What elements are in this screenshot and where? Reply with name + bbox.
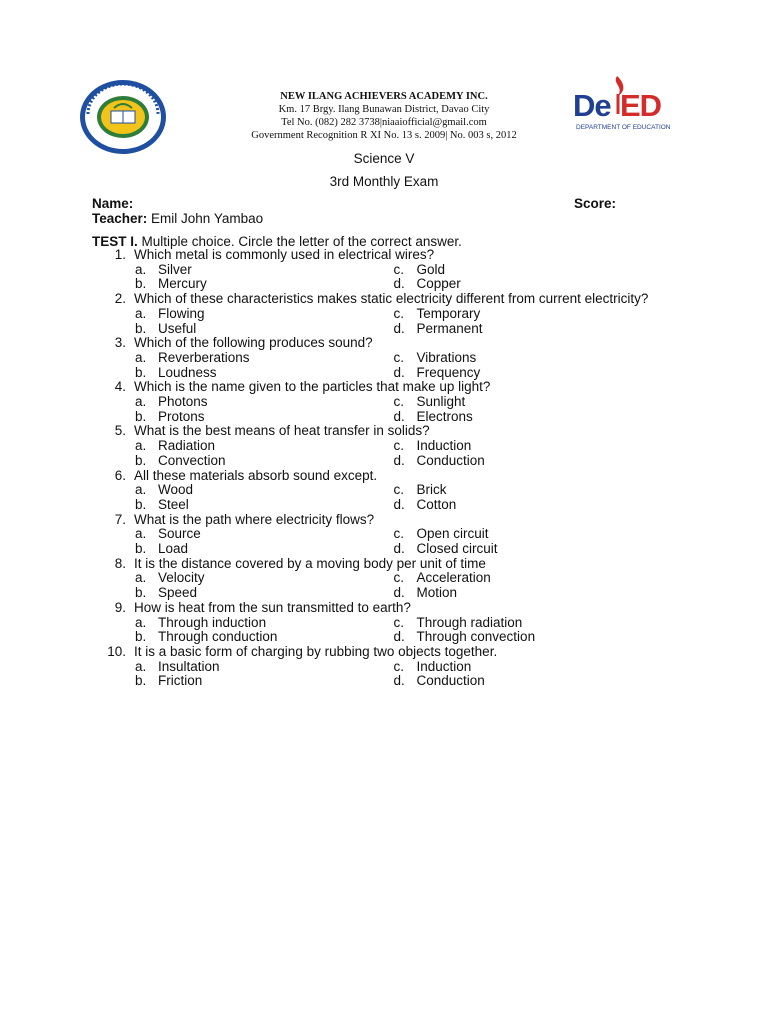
- question-text: Which metal is commonly used in electrical wires?: [134, 247, 435, 262]
- answer-option[interactable]: [135, 366, 394, 381]
- answer-option[interactable]: [135, 586, 394, 601]
- school-name: NEW ILANG ACHIEVERS ACADEMY INC.: [280, 91, 488, 102]
- answer-option[interactable]: [394, 277, 653, 292]
- option-row: [92, 277, 652, 292]
- option-text: Reverberations: [158, 349, 250, 365]
- answer-option[interactable]: [394, 454, 653, 469]
- question-stem: [92, 424, 652, 439]
- answer-option[interactable]: [394, 660, 653, 675]
- option-text: Friction: [158, 673, 203, 689]
- option-letter: b.: [135, 276, 147, 292]
- question-number: 8.: [114, 555, 126, 571]
- option-text: Mercury: [158, 276, 207, 292]
- answer-option[interactable]: [135, 277, 394, 292]
- answer-option[interactable]: [135, 483, 394, 498]
- question-stem: [92, 601, 652, 616]
- answer-option[interactable]: [394, 483, 653, 498]
- option-letter: d.: [393, 629, 405, 645]
- question-text: Which of the following produces sound?: [134, 335, 373, 351]
- question-stem: [92, 557, 652, 572]
- option-text: Protons: [158, 408, 205, 424]
- school-recognition: Government Recognition R XI No. 13 s. 2009| No. 003 s, 2012: [251, 130, 517, 141]
- question-text: It is the distance covered by a moving body per unit of time: [134, 555, 486, 571]
- answer-option[interactable]: [394, 527, 653, 542]
- name-label: Name:: [92, 196, 134, 211]
- option-text: Loudness: [158, 364, 217, 380]
- option-row: [92, 410, 652, 425]
- question-number: 9.: [114, 599, 126, 615]
- option-letter: d.: [393, 585, 405, 601]
- answer-option[interactable]: [394, 674, 653, 689]
- svg-text:ED: ED: [620, 88, 662, 123]
- question-stem: [92, 292, 652, 307]
- question-text: What is the path where electricity flows?: [134, 511, 375, 527]
- answer-option[interactable]: [135, 454, 394, 469]
- option-text: Sunlight: [416, 394, 466, 410]
- question-item: [92, 424, 652, 468]
- answer-option[interactable]: [394, 307, 653, 322]
- teacher-label: Teacher:: [92, 211, 148, 226]
- option-text: Velocity: [158, 570, 205, 586]
- option-text: Brick: [416, 482, 447, 498]
- option-letter: b.: [135, 320, 147, 336]
- option-letter: c.: [393, 349, 405, 365]
- option-letter: a.: [135, 614, 147, 630]
- answer-option[interactable]: [135, 395, 394, 410]
- question-stem: [92, 469, 652, 484]
- option-text: Wood: [158, 482, 194, 498]
- answer-option[interactable]: [135, 410, 394, 425]
- question-number: 3.: [114, 335, 126, 351]
- option-text: Gold: [416, 261, 446, 277]
- question-text: Which of these characteristics makes static electricity different from current electricity?: [134, 291, 649, 307]
- question-number: 2.: [114, 291, 126, 307]
- option-text: Radiation: [158, 438, 216, 454]
- question-list: [92, 248, 652, 689]
- option-row: [92, 366, 652, 381]
- option-text: Permanent: [416, 320, 483, 336]
- answer-option[interactable]: [394, 630, 653, 645]
- option-letter: c.: [393, 570, 405, 586]
- option-letter: d.: [393, 452, 405, 468]
- option-letter: b.: [135, 585, 147, 601]
- teacher-name: Emil John Yambao: [151, 211, 264, 226]
- answer-option[interactable]: [135, 439, 394, 454]
- option-text: Useful: [158, 320, 197, 336]
- question-item: [92, 380, 652, 424]
- option-text: Induction: [416, 438, 472, 454]
- option-text: Through conduction: [158, 629, 278, 645]
- name-field: [92, 196, 133, 211]
- option-text: Temporary: [416, 305, 481, 321]
- option-letter: b.: [135, 364, 147, 380]
- answer-option[interactable]: [394, 439, 653, 454]
- option-letter: a.: [135, 438, 147, 454]
- score-label: Score:: [574, 196, 617, 211]
- option-text: Induction: [416, 658, 472, 674]
- option-letter: d.: [393, 541, 405, 557]
- option-row: [92, 498, 652, 513]
- option-letter: b.: [135, 496, 147, 512]
- school-contact: Tel No. (082) 282 3738|niaaiofficial@gmail.com: [281, 117, 487, 128]
- school-address: Km. 17 Brgy. Ilang Bunawan District, Davao City: [278, 104, 490, 115]
- option-row: [92, 660, 652, 675]
- option-letter: a.: [135, 261, 147, 277]
- question-stem: [92, 380, 652, 395]
- option-text: Electrons: [416, 408, 473, 424]
- teacher-field: [92, 211, 263, 226]
- answer-option[interactable]: [135, 630, 394, 645]
- question-text: What is the best means of heat transfer in solids?: [134, 423, 430, 439]
- answer-option[interactable]: [394, 410, 653, 425]
- option-text: Steel: [158, 496, 189, 512]
- option-text: Load: [158, 541, 189, 557]
- question-item: [92, 336, 652, 380]
- option-letter: a.: [135, 658, 147, 674]
- option-text: Speed: [158, 585, 198, 601]
- answer-option[interactable]: [394, 616, 653, 631]
- answer-option[interactable]: [135, 527, 394, 542]
- answer-option[interactable]: [394, 263, 653, 278]
- option-letter: d.: [393, 364, 405, 380]
- option-letter: d.: [393, 408, 405, 424]
- question-number: 7.: [114, 511, 126, 527]
- option-text: Through radiation: [416, 614, 523, 630]
- option-letter: c.: [393, 438, 405, 454]
- question-item: [92, 557, 652, 601]
- option-row: [92, 263, 652, 278]
- option-row: [92, 630, 652, 645]
- answer-option[interactable]: [394, 351, 653, 366]
- question-item: [92, 469, 652, 513]
- answer-option[interactable]: [135, 498, 394, 513]
- option-row: [92, 616, 652, 631]
- answer-option[interactable]: [394, 571, 653, 586]
- option-text: Insultation: [158, 658, 220, 674]
- answer-option[interactable]: [394, 395, 653, 410]
- option-row: [92, 322, 652, 337]
- option-row: [92, 454, 652, 469]
- option-row: [92, 395, 652, 410]
- answer-option[interactable]: [135, 542, 394, 557]
- option-row: [92, 571, 652, 586]
- question-number: 4.: [114, 379, 126, 395]
- option-text: Cotton: [416, 496, 457, 512]
- option-letter: b.: [135, 629, 147, 645]
- option-letter: c.: [393, 526, 405, 542]
- test-title: TEST I.: [92, 234, 138, 249]
- question-number: 6.: [114, 467, 126, 483]
- question-item: [92, 645, 652, 689]
- exam-title: 3rd Monthly Exam: [329, 174, 439, 189]
- answer-option[interactable]: [394, 542, 653, 557]
- option-letter: d.: [393, 276, 405, 292]
- option-row: [92, 527, 652, 542]
- question-stem: [92, 513, 652, 528]
- question-number: 1.: [114, 247, 126, 262]
- option-text: Closed circuit: [416, 541, 498, 557]
- question-text: Which is the name given to the particles that make up light?: [134, 379, 491, 395]
- question-stem: [92, 248, 652, 263]
- option-text: Frequency: [416, 364, 481, 380]
- answer-option[interactable]: [394, 586, 653, 601]
- question-text: It is a basic form of charging by rubbing two objects together.: [134, 643, 498, 659]
- answer-option[interactable]: [135, 263, 394, 278]
- question-text: All these materials absorb sound except.: [134, 467, 378, 483]
- option-letter: c.: [393, 261, 405, 277]
- answer-option[interactable]: [394, 366, 653, 381]
- option-row: [92, 483, 652, 498]
- option-letter: a.: [135, 526, 147, 542]
- option-row: [92, 542, 652, 557]
- question-text: How is heat from the sun transmitted to earth?: [134, 599, 411, 615]
- option-row: [92, 351, 652, 366]
- option-letter: a.: [135, 349, 147, 365]
- option-text: Conduction: [416, 452, 485, 468]
- answer-option[interactable]: [394, 322, 653, 337]
- option-text: Open circuit: [416, 526, 489, 542]
- option-text: Convection: [158, 452, 226, 468]
- answer-option[interactable]: [135, 616, 394, 631]
- option-letter: b.: [135, 408, 147, 424]
- option-letter: a.: [135, 482, 147, 498]
- svg-text:De: De: [573, 88, 611, 123]
- question-item: [92, 601, 652, 645]
- question-item: [92, 292, 652, 336]
- question-stem: [92, 645, 652, 660]
- answer-option[interactable]: [135, 351, 394, 366]
- option-letter: d.: [393, 496, 405, 512]
- option-text: Motion: [416, 585, 458, 601]
- option-letter: c.: [393, 482, 405, 498]
- option-letter: b.: [135, 673, 147, 689]
- question-item: [92, 248, 652, 292]
- option-row: [92, 674, 652, 689]
- option-row: [92, 586, 652, 601]
- answer-option[interactable]: [135, 660, 394, 675]
- test-instructions: Multiple choice. Circle the letter of the correct answer.: [141, 234, 462, 249]
- option-letter: d.: [393, 320, 405, 336]
- answer-option[interactable]: [135, 307, 394, 322]
- option-text: Through induction: [158, 614, 267, 630]
- answer-option[interactable]: [135, 674, 394, 689]
- option-text: Silver: [158, 261, 192, 277]
- option-letter: b.: [135, 452, 147, 468]
- option-letter: a.: [135, 570, 147, 586]
- option-text: Through convection: [416, 629, 536, 645]
- answer-option[interactable]: [394, 498, 653, 513]
- deped-logo: [572, 72, 674, 138]
- subject-title: Science V: [353, 151, 415, 166]
- question-number: 5.: [114, 423, 126, 439]
- option-text: Source: [158, 526, 201, 542]
- question-number: 10.: [107, 643, 126, 659]
- option-text: Flowing: [158, 305, 205, 321]
- option-letter: d.: [393, 673, 405, 689]
- option-row: [92, 307, 652, 322]
- option-letter: c.: [393, 305, 405, 321]
- option-letter: a.: [135, 305, 147, 321]
- question-stem: [92, 336, 652, 351]
- question-item: [92, 513, 652, 557]
- option-letter: c.: [393, 658, 405, 674]
- answer-option[interactable]: [135, 571, 394, 586]
- option-letter: a.: [135, 394, 147, 410]
- option-text: Copper: [416, 276, 461, 292]
- option-letter: c.: [393, 614, 405, 630]
- svg-text:DEPARTMENT OF EDUCATION: DEPARTMENT OF EDUCATION: [576, 124, 671, 131]
- option-text: Conduction: [416, 673, 485, 689]
- answer-option[interactable]: [135, 322, 394, 337]
- option-letter: b.: [135, 541, 147, 557]
- option-letter: c.: [393, 394, 405, 410]
- option-row: [92, 439, 652, 454]
- option-text: Vibrations: [416, 349, 477, 365]
- option-text: Acceleration: [416, 570, 491, 586]
- option-text: Photons: [158, 394, 208, 410]
